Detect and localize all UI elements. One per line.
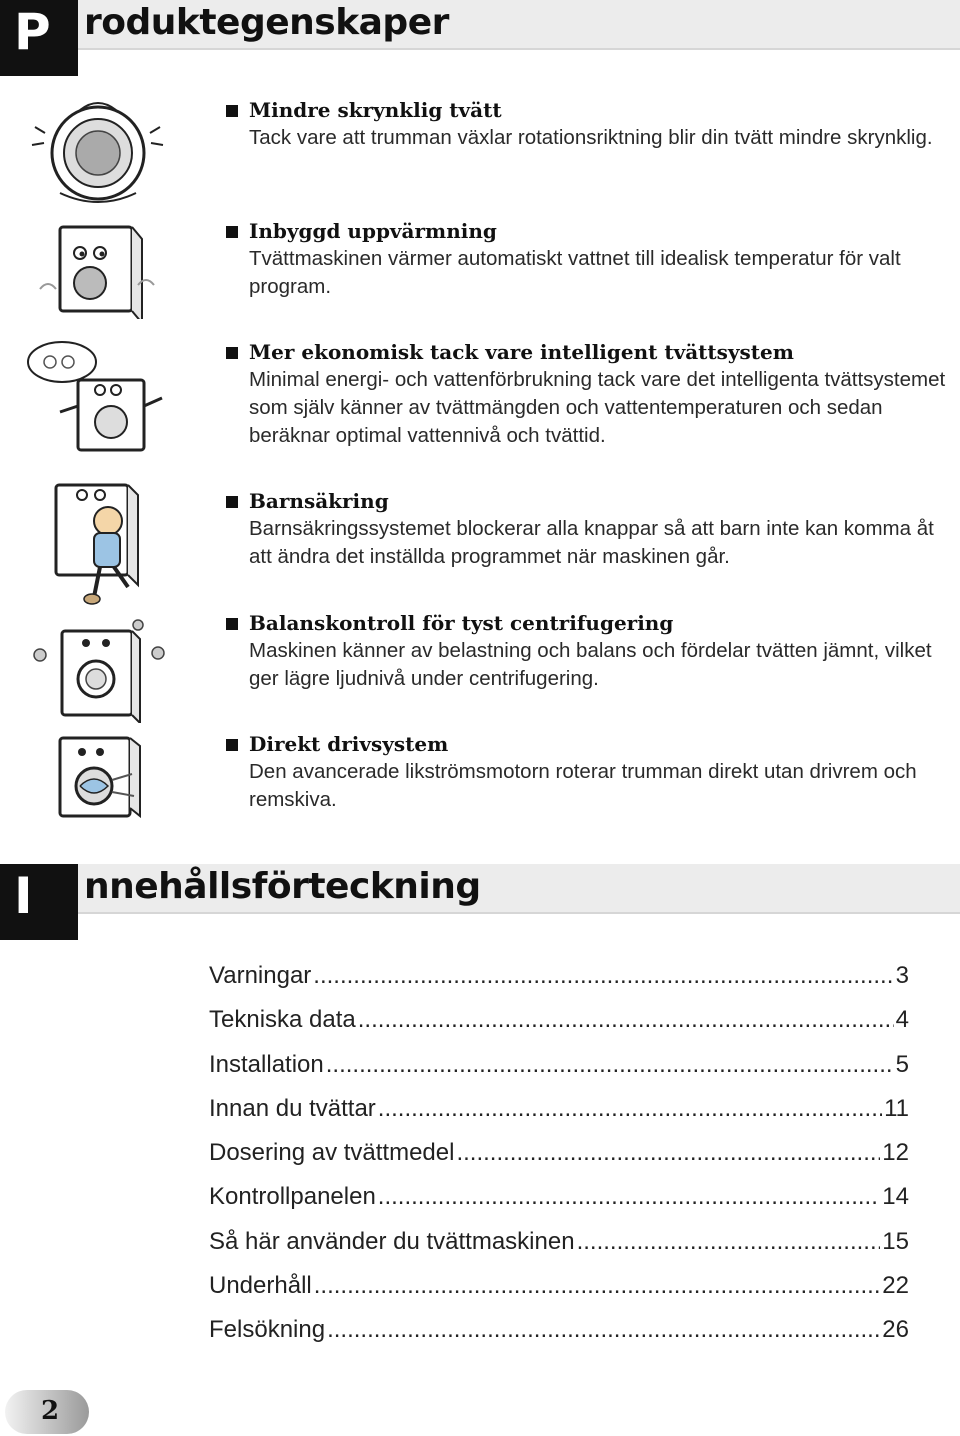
toc-label: Underhåll [209,1272,312,1300]
feature-title: Direkt drivsystem [226,730,960,758]
toc-label: Installation [209,1050,324,1078]
feature-item [0,338,960,458]
toc-page: 15 [882,1227,909,1255]
balance-machine-illustration [20,619,170,723]
toc-label: Innan du tvättar [209,1094,376,1122]
toc-page: 22 [882,1272,909,1300]
toc-entry [209,1131,909,1175]
toc-leader [327,1308,880,1352]
toc-label: Felsökning [209,1316,326,1344]
section-header-toc [0,864,960,940]
section-title: roduktegenskaper [84,2,449,43]
toc-leader [378,1175,881,1219]
page-number: 2 [41,1396,60,1426]
page-number-badge [3,1388,91,1436]
section-header-features [0,0,960,76]
bullet-square-icon [226,618,238,630]
toc-entry [209,1087,909,1131]
toc-page: 4 [895,1006,909,1034]
toc-label: Dosering av tvättmedel [209,1139,455,1167]
toc-entry [209,998,909,1042]
toc-page: 14 [882,1183,909,1211]
feature-description: Tack vare att trumman växlar rotationsriktning blir din tvätt mindre skrynklig. [249,126,933,149]
feature-title: Mer ekonomisk tack vare intelligent tvättsystem [226,338,960,366]
feature-description: Minimal energi- och vattenförbrukning tack vare det intelligenta tvättsystemet som själv känner av tvättmängden och vattentemperaturen och sedan beräknar optimal vattennivå och tvättid. [249,368,946,447]
section-title: nnehållsförteckning [84,866,481,907]
toc-entry [209,1220,909,1264]
header-initial-letter: I [0,864,78,940]
feature-title: Inbyggd uppvärmning [226,217,960,245]
toc-page: 26 [882,1316,909,1344]
feature-description: Tvättmaskinen värmer automatiskt vattnet till idealisk temperatur för valt program. [249,247,901,298]
toc-label: Så här använder du tvättmaskinen [209,1227,575,1255]
bullet-square-icon [226,226,238,238]
feature-item [0,730,960,830]
toc-label: Varningar [209,962,312,989]
toc-leader [313,954,893,998]
thinking-machine-illustration [20,338,170,458]
header-initial-letter: P [0,0,78,76]
toc-leader [326,1043,894,1087]
table-of-contents [209,954,909,1353]
toc-leader [358,998,894,1042]
toc-label: Tekniska data [209,1006,356,1034]
toc-page: 11 [884,1094,909,1122]
toc-leader [314,1264,881,1308]
toc-page: 3 [895,962,909,989]
toc-page: 5 [895,1050,909,1078]
toc-leader [456,1131,880,1175]
toc-leader [577,1220,881,1264]
feature-description: Barnsäkringssystemet blockerar alla knappar så att barn inte kan komma åt att ändra det inställda programmet när maskinen går. [249,517,934,568]
toc-entry [209,1308,909,1352]
toc-entry [209,1175,909,1219]
feature-item [0,487,960,617]
drum-rotation-illustration [20,98,170,208]
feature-description: Den avancerade likströmsmotorn roterar trumman direkt utan drivrem och remskiva. [249,760,917,811]
feature-title: Balanskontroll för tyst centrifugering [226,609,960,637]
toc-entry [209,954,909,998]
feature-item [0,96,960,206]
toc-entry [209,1043,909,1087]
toc-page: 12 [882,1139,909,1167]
bullet-square-icon [226,347,238,359]
bullet-square-icon [226,105,238,117]
toc-leader [378,1087,882,1131]
feature-title: Barnsäkring [226,487,960,515]
feature-item [0,217,960,327]
heater-machine-illustration [20,219,170,319]
toc-label: Kontrollpanelen [209,1183,376,1211]
feature-description: Maskinen känner av belastning och balans och fördelar tvätten jämnt, vilket ger lägre ljudnivå under centrifugering. [249,639,932,690]
toc-entry [209,1264,909,1308]
child-lock-illustration [20,475,170,605]
bullet-square-icon [226,496,238,508]
feature-title: Mindre skrynklig tvätt [226,96,960,124]
feature-item [0,609,960,719]
direct-drive-illustration [20,730,170,820]
bullet-square-icon [226,739,238,751]
